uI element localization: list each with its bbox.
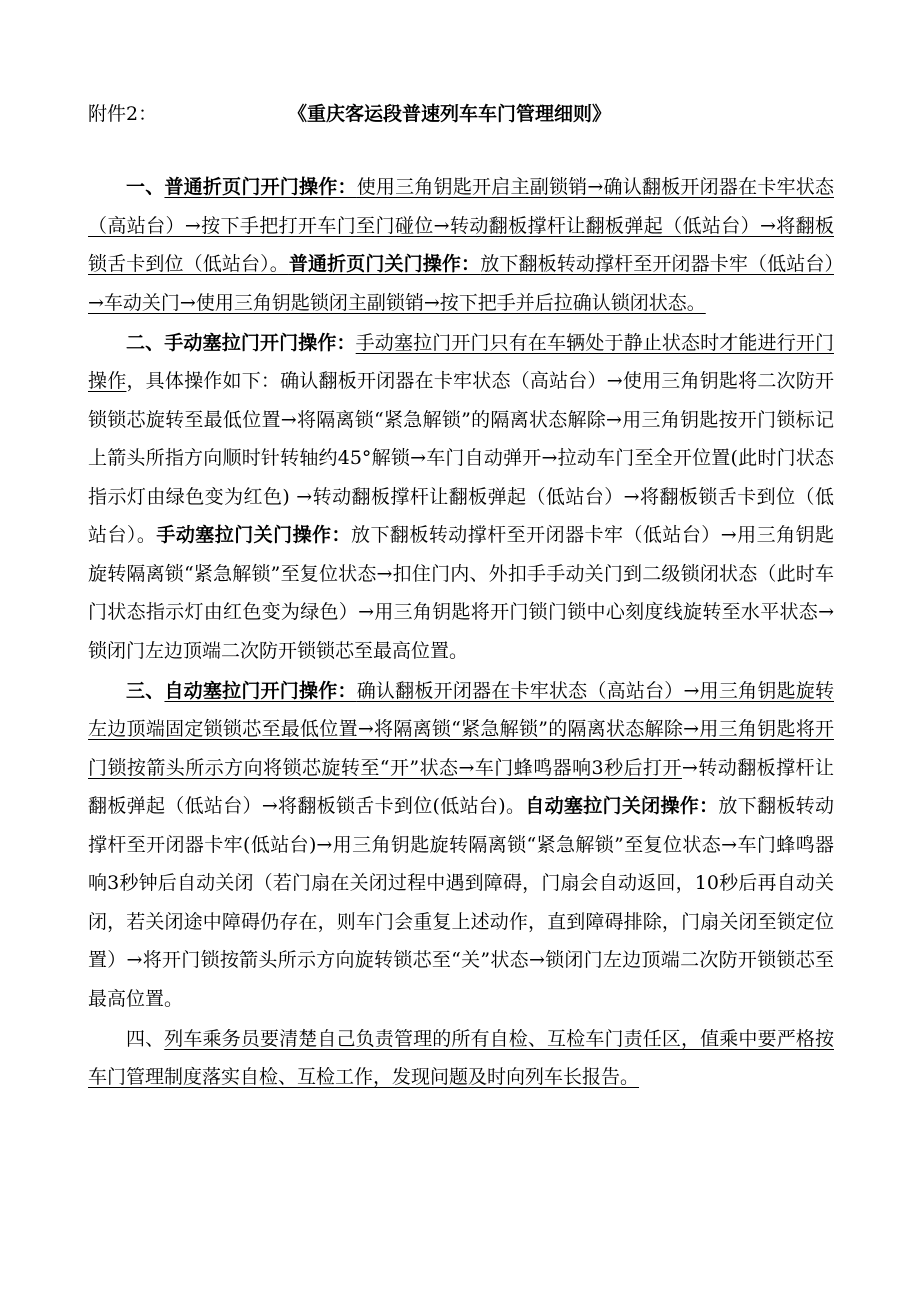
section-1-paragraph xyxy=(88,168,834,322)
section-1-close-text: 放下翻板转动撑杆至开闭器卡牢（低站台）→车动关门→使用三角钥匙锁闭主副锁销→按下把手并后拉确认锁闭状态。 xyxy=(88,253,834,314)
section-4-number: 四、 xyxy=(126,1027,165,1050)
document-body xyxy=(88,168,834,1097)
section-2-close-heading: 手动塞拉门关门操作： xyxy=(156,524,351,546)
section-3-close-text: 放下翻板转动撑杆至开闭器卡牢(低站台)→用三角钥匙旋转隔离锁“紧急解锁”至复位状态→车门蜂鸣器响3秒钟后自动关闭（若门扇在关闭过程中遇到障碍，门扇会自动返回，10秒后再自动关闭，若关闭途中障碍仍存在，则车门会重复上述动作，直到障碍排除，门扇关闭至锁定位置）→将开门锁按箭头所示方向旋转锁芯至“关”状态→锁闭门左边顶端二次防开锁锁芯至最高位置。 xyxy=(88,795,834,1010)
section-2-open-text: ，具体操作如下：确认翻板开闭器在卡牢状态（高站台）→使用三角钥匙将二次防开锁锁芯旋转至最低位置→将隔离锁“紧急解锁”的隔离状态解除→用三角钥匙按开门锁标记上箭头所指方向顺时针转轴约45°解锁→车门自动弹开→拉动车门至全开位置(此时门状态指示灯由绿色变为红色) →转动翻板撑杆让翻板弹起（低站台）→将翻板锁舌卡到位（低站台）。 xyxy=(88,370,834,546)
section-1-open-text: 使用三角钥匙开启主副锁销→确认翻板开闭器在卡牢状态（高站台）→按下手把打开车门至门碰位→转动翻板撑杆让翻板弹起（低站台）→将翻板锁舌卡到位（低站台）。 xyxy=(88,176,834,275)
attachment-label: 附件2： xyxy=(88,103,158,125)
section-2-open-heading: 手动塞拉门开门操作： xyxy=(164,331,356,354)
document-title: 《重庆客运段普速列车车门管理细则》 xyxy=(288,103,612,125)
section-2-number: 二、 xyxy=(126,331,165,354)
section-3-close-heading: 自动塞拉门关闭操作： xyxy=(525,795,719,817)
section-2-open-underlined: 手动塞拉门开门只有在车辆处于静止状态时才能进行开门操作 xyxy=(88,331,834,392)
section-2-paragraph xyxy=(88,324,834,671)
section-3-number: 三、 xyxy=(126,679,165,702)
section-4-paragraph xyxy=(88,1020,834,1097)
section-1-number: 一、 xyxy=(126,176,165,198)
section-3-open-heading: 自动塞拉门开门操作： xyxy=(164,679,357,702)
document-header xyxy=(88,96,838,132)
section-3-open-text: →转动翻板撑杆让翻板弹起（低站台）→将翻板锁舌卡到位(低站台)。 xyxy=(88,756,835,817)
section-4-text: 列车乘务员要清楚自己负责管理的所有自检、互检车门责任区，值乘中要严格按车门管理制度落实自检、互检工作，发现问题及时向列车长报告。 xyxy=(88,1027,834,1088)
section-3-open-underlined: 确认翻板开闭器在卡牢状态（高站台）→用三角钥匙旋转左边顶端固定锁锁芯至最低位置→将隔离锁“紧急解锁”的隔离状态解除→用三角钥匙将开门锁按箭头所示方向将锁芯旋转至“开”状态→车门蜂鸣器响3秒后打开 xyxy=(88,679,834,779)
section-3-paragraph xyxy=(88,672,834,1019)
section-1-close-heading: 普通折页门关门操作： xyxy=(288,253,481,275)
section-2-close-text: 放下翻板转动撑杆至开闭器卡牢（低站台）→用三角钥匙旋转隔离锁“紧急解锁”至复位状态→扣住门内、外扣手手动关门到二级锁闭状态（此时车门状态指示灯由红色变为绿色）→用三角钥匙将开门锁门锁中心刻度线旋转至水平状态→锁闭门左边顶端二次防开锁锁芯至最高位置。 xyxy=(88,524,834,662)
section-1-open-heading: 普通折页门开门操作： xyxy=(164,176,357,198)
